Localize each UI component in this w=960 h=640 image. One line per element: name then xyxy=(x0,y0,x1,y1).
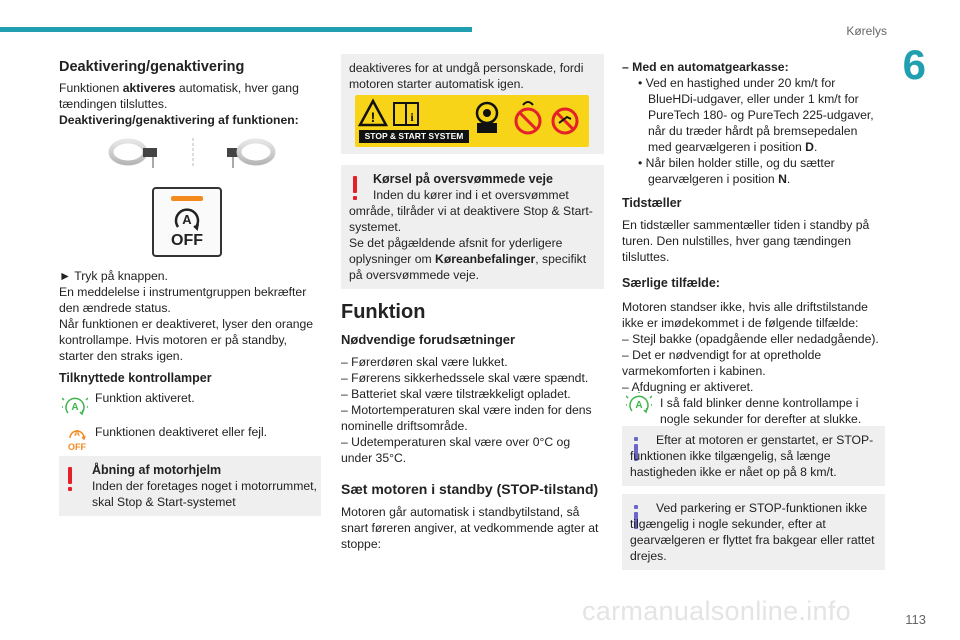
counter-title: Tidstæller xyxy=(622,196,682,210)
svg-text:A: A xyxy=(182,212,192,227)
restart-info-text: Efter at motoren er genstartet, er STOP-funktionen ikke tilgængelig, så længe hastigheden ikke er nået op på 8 km/t. xyxy=(630,433,874,479)
no-touch-icon xyxy=(553,109,577,133)
auto-a-icon xyxy=(173,206,201,232)
watermark: carmanualsonline.info xyxy=(582,596,851,626)
svg-text:OFF: OFF xyxy=(68,442,86,452)
deactivation-subtitle: Deaktivering/genaktivering af funktionen: xyxy=(59,113,299,127)
svg-text:A: A xyxy=(74,429,80,438)
standby-text: Motoren går automatisk i standbytilstand, så snart føreren angiver, at vedkommende agter at stoppe: xyxy=(341,505,599,551)
press-button-step: ► Tryk på knappen. xyxy=(59,269,168,283)
automatic-gearbox-title: – Med en automatgearkasse: xyxy=(622,60,789,74)
fan-belt-icon xyxy=(477,103,497,133)
chapter-number: 6 xyxy=(902,41,926,88)
off-label: OFF xyxy=(171,232,203,249)
section-title: Kørelys xyxy=(846,24,887,38)
orange-indicator-light xyxy=(171,196,203,201)
column-1 xyxy=(59,58,324,128)
list-item: – Udetemperaturen skal være over 0°C og under 35°C. xyxy=(341,435,571,465)
orange-auto-off-lamp-icon xyxy=(63,423,91,453)
svg-text:i: i xyxy=(410,110,414,124)
bonnet-warning-title: Åbning af motorhjelm xyxy=(92,463,222,477)
flooded-warning-title: Kørsel på oversvømmede veje xyxy=(373,172,553,186)
engine-bonnet-warning-box xyxy=(59,456,321,516)
parking-info-box xyxy=(622,494,885,570)
list-item: – Stejl bakke (opadgående eller nedadgående). xyxy=(622,332,879,346)
counter-text: En tidstæller sammentæller tiden i standby på turen. Den nulstilles, hver gang tændingen tilsluttes. xyxy=(622,218,870,264)
flooded-warning-text: Inden du kører ind i et oversvømmet område, tilråder vi at deaktivere Stop & Start-systemet. xyxy=(349,188,593,234)
warning-icon xyxy=(68,467,72,484)
list-item: – Førerens sikkerhedssele skal være spændt. xyxy=(341,371,589,385)
deactivated-text: Når funktionen er deaktiveret, lyser den orange kontrollampe. Hvis motoren er på standby, starter den straks igen. xyxy=(59,317,314,363)
svg-text:A: A xyxy=(71,402,79,413)
special-cases-intro: Motoren standser ikke, hvis alle driftstilstande ikke er imødekommet i de følgende tilfælde: xyxy=(622,300,868,330)
column-3 xyxy=(622,59,884,427)
list-item: • Når bilen holder stille, og du sætter gearvælgeren i position N. xyxy=(638,156,835,186)
flooded-roads-warning-box xyxy=(341,165,604,289)
bonnet-warning-text-1: Inden der foretages noget i motorrummet, skal Stop & Start-systemet xyxy=(92,479,317,509)
lamps-title: Tilknyttede kontrollamper xyxy=(59,371,212,385)
steering-wheel-illustration xyxy=(108,134,278,172)
svg-text:A: A xyxy=(635,400,643,411)
deactivation-title: Deaktivering/genaktivering xyxy=(59,59,245,75)
column-1-text xyxy=(59,268,324,386)
no-hands-icon xyxy=(516,102,540,133)
requirements-title: Nødvendige forudsætninger xyxy=(341,332,516,347)
stop-start-off-button[interactable] xyxy=(152,187,222,257)
list-item: – Motortemperaturen skal være inden for dens nominelle driftsområde. xyxy=(341,403,592,433)
message-text: En meddelelse i instrumentgruppen bekræfter den ændrede status. xyxy=(59,285,307,315)
column-2 xyxy=(341,300,604,552)
list-item: – Det er nødvendigt for at opretholde varmekomforten i kabinen. xyxy=(622,348,822,378)
parking-info-text: Ved parkering er STOP-funktionen ikke tilgængelig i nogle sekunder, efter at gearvælgeren er flyttet fra bakgear eller rattet drejes. xyxy=(630,501,875,563)
standby-title: Sæt motoren i standby (STOP-tilstand) xyxy=(341,481,599,497)
list-item: – Batteriet skal være tilstrækkeligt opladet. xyxy=(341,387,571,401)
blink-text: I så fald blinker denne kontrollampe i nogle sekunder for derefter at slukke. xyxy=(660,396,862,426)
green-auto-lamp-icon xyxy=(62,394,88,420)
page-number: 113 xyxy=(905,612,926,627)
restart-info-box xyxy=(622,426,885,486)
list-item: – Afdugning er aktiveret. xyxy=(622,380,754,394)
requirements-list xyxy=(341,354,604,466)
stop-start-system-label: STOP & START SYSTEM xyxy=(364,131,464,141)
special-cases-title: Særlige tilfælde: xyxy=(622,276,720,290)
function-heading: Funktion xyxy=(341,301,426,323)
flooded-warning-ref: Se det pågældende afsnit for yderligere oplysninger om Køreanbefalinger, specifikt på oversvømmede veje. xyxy=(349,236,587,282)
stop-start-warning-label xyxy=(355,95,589,147)
list-item: • Ved en hastighed under 20 km/t for BlueHDi-udgaver, eller under 1 km/t for PureTech 180- og PureTech 225-udgaver, når du træder hårdt på bremsepedalen med gearvælgeren i position D. xyxy=(638,76,874,154)
lamp-deactivated-text: Funktionen deaktiveret eller fejl. xyxy=(95,425,268,439)
continuation-text: deaktiveres for at undgå personskade, fordi motoren starter automatisk igen. xyxy=(349,61,584,91)
lamp-activated-text: Funktion aktiveret. xyxy=(95,391,195,405)
green-auto-lamp-blink-icon xyxy=(626,392,652,418)
list-item: – Førerdøren skal være lukket. xyxy=(341,355,508,369)
manual-book-icon xyxy=(394,103,418,125)
svg-text:!: ! xyxy=(370,109,376,125)
header-accent-bar xyxy=(0,27,472,32)
intro-text: Funktionen aktiveres automatisk, hver gang tændingen tilsluttes. xyxy=(59,81,299,111)
